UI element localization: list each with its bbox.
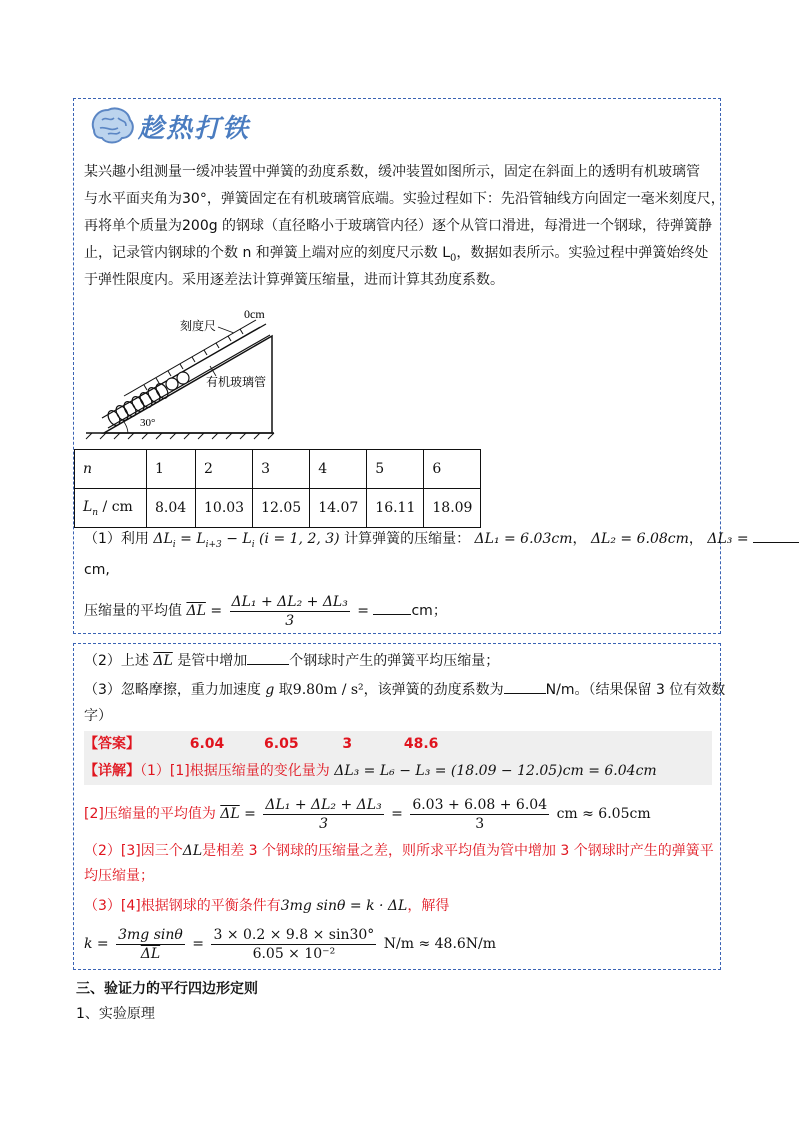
q2-line: （2）上述 $\overline{\Delta L}$ 是管中增加 个钢球时产生的弹簧平均压缩量； bbox=[84, 650, 499, 672]
explain-line-5: （3）[4]根据钢球的平衡条件有3mg sinθ = k · ΔL，解得 bbox=[84, 898, 450, 914]
problem-subscript: 0 bbox=[450, 252, 457, 264]
table-cell: 16.11 bbox=[367, 489, 424, 528]
table-cell: 1 bbox=[147, 450, 196, 489]
section-heading: 三、验证力的平行四边形定则 bbox=[76, 981, 258, 997]
answer-value: 6.04 bbox=[189, 736, 225, 752]
explain-line-2: [2]压缩量的平均值为 $\overline{\Delta L}$ = $\frac{\text{ΔL₁ + ΔL₂ + ΔL₃}}{3}$ = $\frac{6.03 + 6.08 + 6.04}{3}$ cm ≈ 6.05cm bbox=[84, 796, 651, 832]
table-cell: 14.07 bbox=[310, 489, 367, 528]
table-row bbox=[75, 450, 481, 489]
table-cell: 10.03 bbox=[196, 489, 253, 528]
q1-line-1: （1）利用 $\Delta L_i = L_{i+3} - L_i$ (i = 1, 2, 3) 计算弹簧的压缩量： ΔL₁ = 6.03cm， ΔL₂ = 6.08cm， ΔL₃ = bbox=[84, 528, 799, 556]
q2-blank bbox=[247, 650, 289, 665]
brain-icon bbox=[88, 104, 136, 150]
table-cell: 2 bbox=[196, 450, 253, 489]
answer-line: 【答案】 6.04 6.05 3 48.6 bbox=[84, 736, 439, 752]
problem-line-4 bbox=[84, 242, 708, 270]
q1-blank-dl3 bbox=[753, 528, 799, 543]
problem-line-5: 于弹性限度内。采用逐差法计算弹簧压缩量，进而计算其劲度系数。 bbox=[84, 272, 504, 288]
k-fraction-values: $\frac{3 \times 0.2 \times 9.8 \times \sin 30^\circ}{\text{6.05 × 10⁻²}}$ bbox=[213, 926, 375, 962]
explain-line-1: 【详解】（1）[1]根据压缩量的变化量为 ΔL₃ = L₆ − L₃ = (18.09 − 12.05)cm = 6.04cm bbox=[84, 763, 657, 779]
table-cell: 8.04 bbox=[147, 489, 196, 528]
avg-dl-symbol: $\overline{\Delta L}$ bbox=[186, 603, 206, 619]
q3-line-2: 字） bbox=[84, 708, 112, 724]
table-cell: 18.09 bbox=[424, 489, 481, 528]
problem-line-1: 某兴趣小组测量一缓冲装置中弹簧的劲度系数，缓冲装置如图所示，固定在斜面上的透明有机玻璃管 bbox=[84, 164, 700, 180]
figure-label-ruler: 刻度尺 bbox=[180, 319, 217, 333]
k-fraction: $\frac{\text{3mg sinθ}}{\Delta L}$ bbox=[118, 926, 183, 962]
table-cell: 12.05 bbox=[253, 489, 310, 528]
section-subheading: 1、实验原理 bbox=[76, 1006, 155, 1022]
figure-label-angle: 30° bbox=[140, 417, 156, 429]
q3-blank bbox=[504, 679, 546, 694]
explain-line-3: （2）[3]因三个ΔL是相差 3 个钢球的压缩量之差，则所求平均值为管中增加 3 个钢球时产生的弹簧平 bbox=[84, 843, 714, 859]
problem-line-3: 再将单个质量为200g 的钢球（直径略小于玻璃管内径）逐个从管口滑进，每滑进一个钢球，待弹簧静 bbox=[84, 218, 713, 234]
table-header-L: $L_n$ / cm bbox=[75, 489, 147, 528]
explain-avg-fraction: $\frac{\text{ΔL₁ + ΔL₂ + ΔL₃}}{3}$ bbox=[265, 796, 382, 832]
table-cell: 6 bbox=[424, 450, 481, 489]
steel-balls bbox=[166, 372, 189, 390]
explain-line-4: 均压缩量； bbox=[84, 868, 154, 884]
explain-line-6: k = $\frac{\text{3mg sinθ}}{\Delta L}$ = $\frac{3 \times 0.2 \times 9.8 \times \sin 30^\circ}{\text{6.05 × 10⁻²}}$ N/m ≈ 48.6N/m bbox=[84, 926, 497, 962]
problem-line-4a: 止，记录管内钢球的个数 n 和弹簧上端对应的刻度尺示数 L bbox=[84, 245, 451, 261]
answer-value: 3 bbox=[342, 736, 353, 752]
ground-hatch bbox=[86, 433, 274, 439]
table-cell: 3 bbox=[253, 450, 310, 489]
table-header-n: n bbox=[75, 450, 147, 489]
q1-line-3: 压缩量的平均值 $\overline{\Delta L}$ = $\frac{\text{ΔL₁ + ΔL₂ + ΔL₃}}{3}$ = cm； bbox=[84, 593, 447, 629]
logo-text: 趁热打铁 bbox=[138, 114, 251, 144]
table-cell: 4 bbox=[310, 450, 367, 489]
problem-line-4b: ，数据如表所示。实验过程中弹簧始终处 bbox=[456, 245, 709, 261]
q3-line-1: （3）忽略摩擦，重力加速度 g 取9.80m / s²，该弹簧的劲度系数为 N/m。（结果保留 3 位有效数 bbox=[84, 679, 725, 701]
apparatus-figure bbox=[84, 300, 284, 440]
figure-label-tube: 有机玻璃管 bbox=[206, 375, 267, 389]
answer-value: 48.6 bbox=[403, 736, 439, 752]
q1-line-2: cm, bbox=[84, 562, 110, 578]
data-table bbox=[74, 449, 481, 528]
table-cell: 5 bbox=[367, 450, 424, 489]
logo bbox=[88, 102, 258, 152]
table-row bbox=[75, 489, 481, 528]
problem-line-2: 与水平面夹角为30°，弹簧固定在有机玻璃管底端。实验过程如下：先沿管轴线方向固定一毫米刻度尺， bbox=[84, 191, 725, 207]
figure-label-0cm: 0cm bbox=[244, 307, 265, 321]
q1-blank-avg bbox=[373, 600, 411, 615]
answer-value: 6.05 bbox=[264, 736, 299, 752]
explain-avg-fraction-values: $\frac{6.03 + 6.08 + 6.04}{3}$ bbox=[412, 796, 548, 832]
q1-formula: $\Delta L_i = L_{i+3} - L_i$ (i = 1, 2, 3) bbox=[153, 531, 340, 550]
q1-avg-fraction: $\frac{\text{ΔL₁ + ΔL₂ + ΔL₃}}{3}$ bbox=[231, 593, 348, 629]
